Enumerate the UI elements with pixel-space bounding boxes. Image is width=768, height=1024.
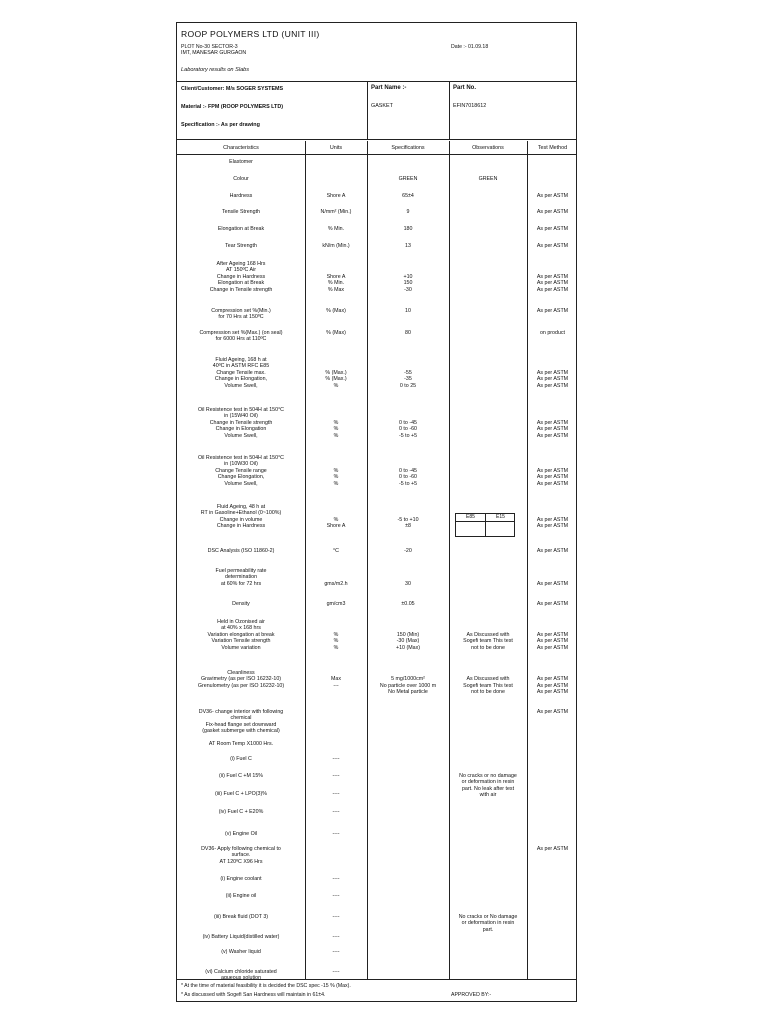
lab-title: Laboratory results on Slabs <box>181 67 250 73</box>
table-cell: gm/cm3 <box>326 601 346 607</box>
table-cell: % (Max) <box>326 308 346 314</box>
table-cell: (iii) Fuel C + LPO(3)% <box>215 791 267 797</box>
table-cell: Shore A % Min. % Max <box>326 273 346 293</box>
table-cell: As per ASTM <box>536 226 569 232</box>
header-info-box <box>177 81 576 140</box>
table-cell: Held in Ozonised air at 40% x 168 hrs Variation elongation at break Variation Tensile strength Volume variation <box>207 619 275 651</box>
table-cell: As per ASTM As per ASTM As per ASTM <box>536 369 569 389</box>
divider <box>449 82 450 139</box>
company-address <box>181 44 246 56</box>
table-cell: As per ASTM <box>536 548 569 554</box>
table-cell: GREEN <box>398 176 418 182</box>
table-cell: % % % <box>333 631 339 651</box>
table-cell: Compression set %(Max.) (on seal) for 6000 Hrs at 110ºC <box>199 330 283 343</box>
table-cell: As per ASTM As per ASTM <box>536 516 569 530</box>
table-cell: 10 <box>405 308 411 314</box>
table-cell: % % % <box>333 419 339 439</box>
part-no-value: EFIN7018612 <box>453 103 487 109</box>
col-units: Units <box>329 145 343 151</box>
footer-note-1: * At the time of material feasibility it is decided the DSC spec -15 % (Max). <box>181 983 351 989</box>
part-name-label: Part Name :- <box>371 85 407 91</box>
company-name: ROOP POLYMERS LTD (UNIT III) <box>181 29 320 39</box>
footer <box>177 979 576 1001</box>
table-cell: GREEN <box>478 176 498 182</box>
column-header-row <box>177 141 576 155</box>
table-cell: Cleanliness Gravimetry (as per ISO 16232-10) Grenulometry (as per ISO 16232-10) <box>197 670 285 689</box>
table-cell: 180 <box>403 226 413 232</box>
table-cell: Hardness <box>229 193 253 199</box>
table-cell: (i) Fuel C <box>230 756 252 762</box>
table-cell: kN/m (Min.) <box>322 243 350 249</box>
table-cell: Elastomer <box>229 159 253 165</box>
table-cell: As per ASTM <box>536 846 569 852</box>
table-cell: (ii) Engine oil <box>225 893 257 899</box>
table-cell: ---- <box>332 773 340 779</box>
col-characteristics: Characteristics <box>223 145 259 151</box>
table-cell: As per ASTM As per ASTM As per ASTM <box>536 419 569 439</box>
table-cell: ---- <box>332 934 340 940</box>
table-cell: As per ASTM <box>536 709 569 715</box>
table-cell: ---- <box>332 756 340 762</box>
table-cell: % % % <box>333 467 339 487</box>
table-cell: % (Max) <box>326 330 346 336</box>
table-cell: °C <box>333 548 339 554</box>
table-cell: ---- <box>332 831 340 837</box>
column-divider <box>367 141 368 979</box>
table-cell: ---- <box>332 949 340 955</box>
table-cell: ---- <box>332 893 340 899</box>
table-cell: Max --- <box>330 676 341 689</box>
address-line: PLOT No-30 SECTOR-3 <box>181 44 238 50</box>
table-cell: (v) Washer liquid <box>221 949 261 955</box>
table-cell: Colour <box>233 176 249 182</box>
table-cell: As per ASTM As per ASTM As per ASTM <box>536 676 569 696</box>
table-cell: Compression set %(Min.) for 70 Hrs at 150ºC <box>211 308 271 321</box>
table-cell: Density <box>232 601 250 607</box>
client-label: Client/Customer: M/s SOGER SYSTEMS <box>181 86 284 92</box>
table-cell: Fluid Ageing, 48 h at RT in Gasoline+Ethanol (0~100%) Change in volume Change in Hardness <box>200 504 282 530</box>
table-cell: -20 <box>404 548 412 554</box>
table-cell: As per ASTM <box>536 243 569 249</box>
table-cell: 0 to -45 0 to -60 -5 to +5 <box>398 467 418 487</box>
e-divider <box>456 521 514 522</box>
table-cell: ---- <box>332 876 340 882</box>
table-cell: ---- <box>332 809 340 815</box>
e-subtable <box>455 513 515 537</box>
table-cell: No cracks or No damage or deformation in resin part. <box>458 914 518 933</box>
table-cell: Oil Resistence test in 504H at 150°C in (15W40 Oil) Change in Tensile strength Change in Elongation Volume Swell, <box>197 407 285 439</box>
table-cell: 0 to -45 0 to -60 -5 to +5 <box>398 419 418 439</box>
table-cell: Oil Resistence test in 504H at 150°C in (10W30 Oil) Change Tensile range Change Elongation, Volume Swell, <box>197 455 285 487</box>
table-cell: on product <box>539 330 566 336</box>
table-cell: 9 <box>406 209 410 215</box>
table-cell: 30 <box>405 580 411 587</box>
table-cell: % Shore A <box>326 516 346 530</box>
table-cell: Fluid Ageing, 168 h at 40ºC in ASTM RFC E85 Change Tensile max. Change in Elongation, Volume Swell, <box>212 357 270 389</box>
table-cell: As per ASTM <box>536 601 569 607</box>
specification-label: Specification :- As per drawing <box>181 122 260 128</box>
table-cell: Tear Strength <box>225 243 257 249</box>
table-cell: Elongation at Break <box>217 226 265 232</box>
table-cell: Tensile Strength <box>222 209 260 215</box>
table-cell: 13 <box>405 243 411 249</box>
part-name-value: GASKET <box>371 103 393 109</box>
table-cell: DV36- change interior with following chemical Fix-head flange set downward (gasket submerge with chemical) <box>198 709 284 735</box>
table-cell: +10 150 -30 <box>403 273 413 293</box>
report-sheet <box>176 22 577 1002</box>
table-cell: As Discussed with Sogefi team This test not to be done <box>463 676 513 696</box>
table-cell: -55 -35 0 to 25 <box>399 369 417 389</box>
table-cell: As Discussed with Sogefi team This test not to be done <box>463 631 513 651</box>
table-cell: As per ASTM As per ASTM As per ASTM <box>536 467 569 487</box>
table-cell: As per ASTM <box>536 193 569 199</box>
table-cell: % (Max.) % (Max.) % <box>325 369 347 389</box>
approved-by: APPROVED BY:- <box>451 992 492 998</box>
table-cell: ---- <box>332 791 340 797</box>
table-cell: Fuel permeability rate determination at 60% for 72 hrs <box>215 568 267 587</box>
e85-label: E85 <box>466 514 475 520</box>
table-cell: DSC Analysis (ISO 11860-2) <box>207 548 275 554</box>
table-cell: (i) Engine coolant <box>220 876 262 882</box>
table-cell: 65±4 <box>402 193 414 199</box>
divider <box>367 82 368 139</box>
column-divider <box>527 141 528 979</box>
footer-note-2: * As discussed with Sogefi San Hardness will maintain in 61±4. <box>181 992 326 998</box>
table-cell: 5 mg/1000cm² No particle over 1000 m No Metal particle <box>379 676 437 696</box>
col-specifications: Specifications <box>391 145 425 151</box>
table-cell: (ii) Fuel C +M 15% <box>218 773 263 779</box>
table-cell: gms/m2.h <box>324 580 348 587</box>
e15-label: E15 <box>496 514 505 520</box>
table-cell: (iii) Break fluid (DOT 3) <box>213 914 269 920</box>
table-cell: N/mm² (Min.) <box>320 209 352 215</box>
table-cell: -5 to +10 ±8 <box>397 516 419 530</box>
table-cell: As per ASTM <box>536 308 569 314</box>
table-cell: ±0.05 <box>401 601 415 607</box>
part-no-label: Part No. <box>453 85 477 91</box>
table-cell: As per ASTM As per ASTM As per ASTM <box>536 273 569 293</box>
table-cell: (vi) Calcium chloride saturated aqueous solution <box>205 969 277 982</box>
col-test-method: Test Method <box>537 145 568 151</box>
table-cell: % Min. <box>327 226 345 232</box>
table-cell: As per ASTM As per ASTM As per ASTM <box>536 631 569 651</box>
address-line: IMT, MANESAR GURGAON <box>181 50 247 57</box>
table-cell: After Ageing 168 Hrs AT 150ºC Air Change in Hardness Elongation at Break Change in Tensile strength <box>209 261 273 293</box>
column-divider <box>449 141 450 979</box>
table-cell: 80 <box>405 330 411 336</box>
table-cell: ---- <box>332 969 340 975</box>
table-cell: 150 (Min) -30 (Max) +10 (Max) <box>396 631 420 651</box>
table-cell: As per ASTM <box>536 209 569 215</box>
report-date: Date :- 01.09.18 <box>451 44 489 50</box>
table-cell: ---- <box>332 914 340 920</box>
table-cell: DV36- Apply following chemical to surface. AT 120ºC X96 Hrs <box>201 846 281 865</box>
table-cell: (iv) Battery Liquid(distilled water) <box>202 934 280 940</box>
table-cell: (v) Engine Oil <box>224 831 258 837</box>
table-cell: As per ASTM <box>536 580 569 587</box>
material-label: Material :- FPM (ROOP POLYMERS LTD) <box>181 104 284 110</box>
col-observations: Observations <box>472 145 504 151</box>
table-cell: Shore A <box>326 193 346 199</box>
table-cell: AT Room Temp X1000 Hrs. <box>208 741 274 747</box>
table-cell: No cracks or no damage or deformation in resin part. No leak after test with air <box>459 773 517 799</box>
table-cell: (iv) Fuel C + E20% <box>218 809 264 815</box>
